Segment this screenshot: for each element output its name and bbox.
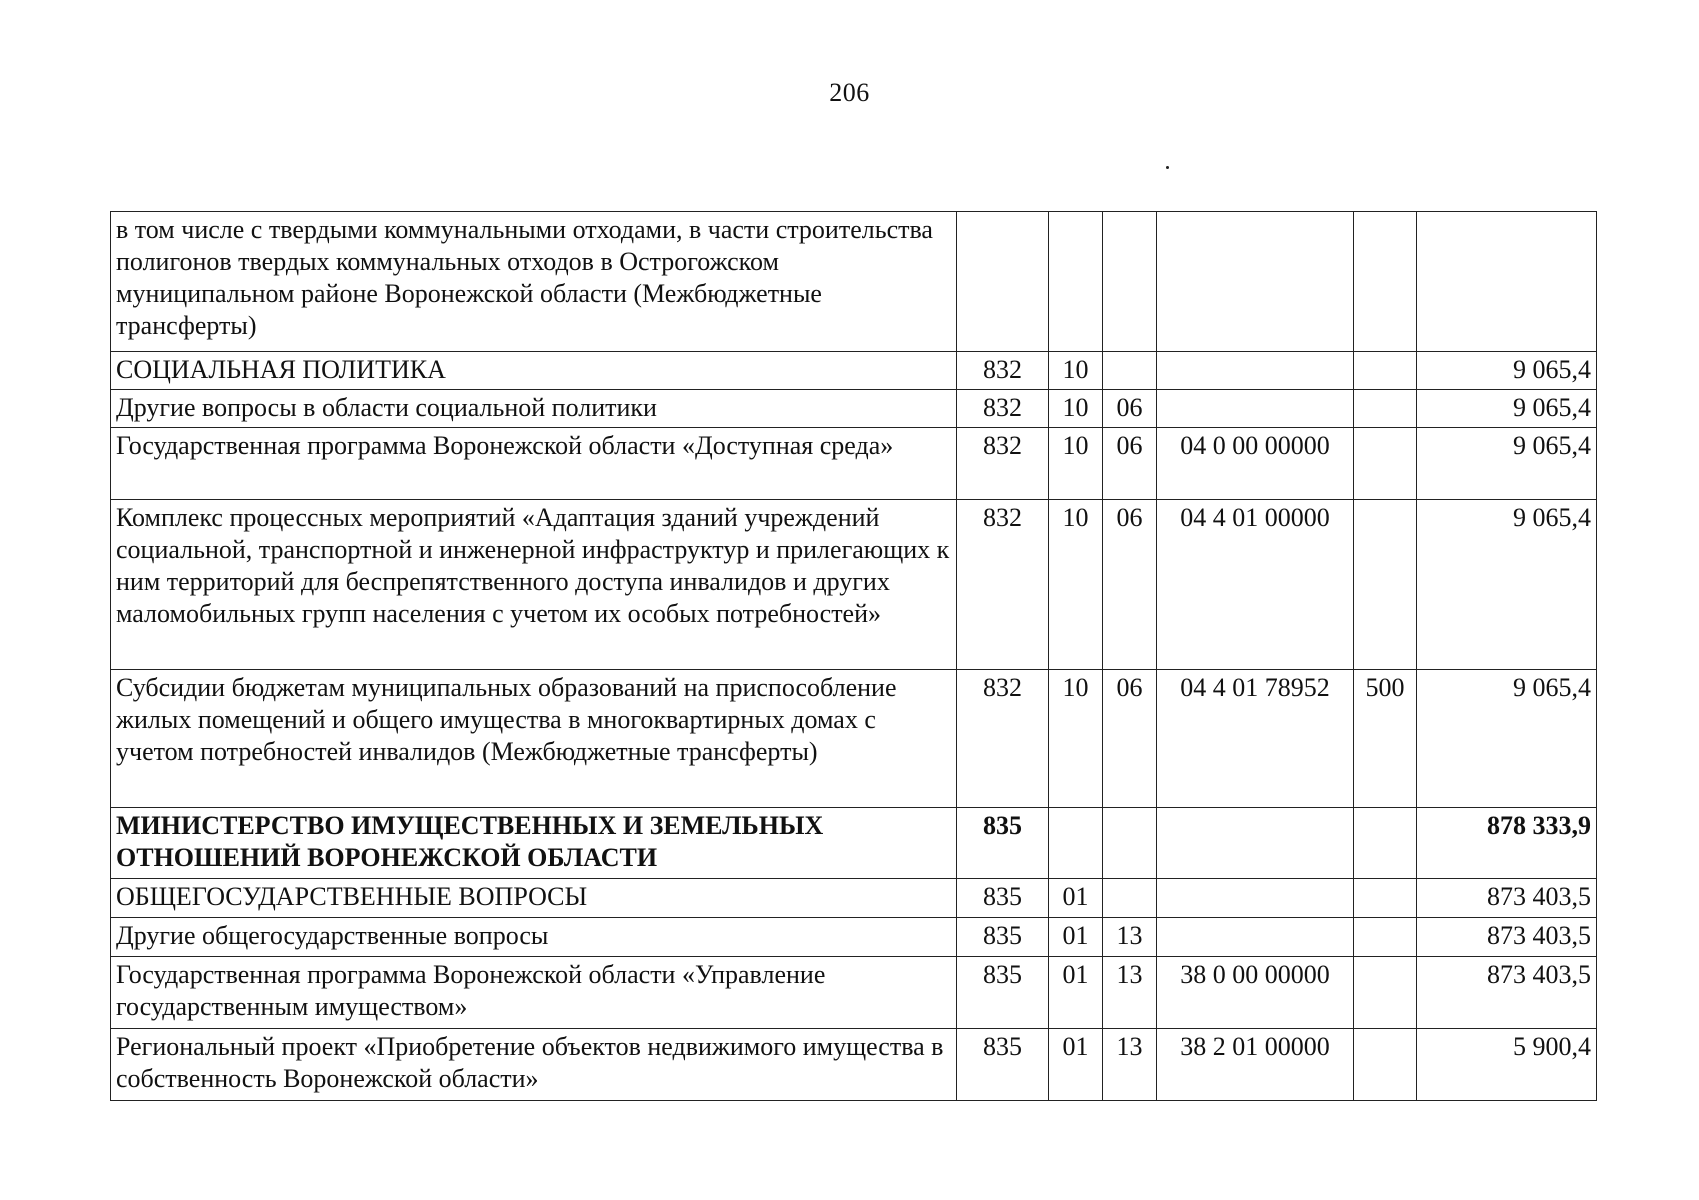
row-ved: 835: [957, 1029, 1049, 1101]
row-ved: 832: [957, 428, 1049, 500]
row-sum: 878 333,9: [1417, 808, 1597, 879]
table-row: [111, 212, 1597, 352]
row-pr: [1103, 808, 1157, 879]
row-name: Комплекс процессных мероприятий «Адаптация зданий учреждений социальной, транспортной и инженерной инфраструктур и прилегающих к ним территорий для беспрепятственного доступа инвалидов и других маломобильных групп населения с учетом их особых потребностей»: [111, 500, 957, 670]
row-name: в том числе с твердыми коммунальными отходами, в части строительства полигонов твердых коммунальных отходов в Острогожском муниципальном районе Воронежской области (Межбюджетные трансферты): [111, 212, 957, 352]
row-pr: 13: [1103, 1029, 1157, 1101]
row-csr: [1157, 352, 1354, 390]
row-sum: 873 403,5: [1417, 918, 1597, 957]
row-name: Другие вопросы в области социальной политики: [111, 390, 957, 428]
row-sum: 9 065,4: [1417, 500, 1597, 670]
table-row: [111, 808, 1597, 879]
row-name: ОБЩЕГОСУДАРСТВЕННЫЕ ВОПРОСЫ: [111, 879, 957, 918]
row-vr: [1354, 1029, 1417, 1101]
row-csr: 38 2 01 00000: [1157, 1029, 1354, 1101]
row-name: Региональный проект «Приобретение объектов недвижимого имущества в собственность Воронежской области»: [111, 1029, 957, 1101]
row-vr: [1354, 500, 1417, 670]
row-rz: 10: [1049, 428, 1103, 500]
row-vr: [1354, 879, 1417, 918]
row-pr: 06: [1103, 670, 1157, 808]
table-row: [111, 352, 1597, 390]
row-ved: 835: [957, 918, 1049, 957]
row-csr: [1157, 808, 1354, 879]
row-csr: 38 0 00 00000: [1157, 957, 1354, 1029]
row-name: МИНИСТЕРСТВО ИМУЩЕСТВЕННЫХ И ЗЕМЕЛЬНЫХ ОТНОШЕНИЙ ВОРОНЕЖСКОЙ ОБЛАСТИ: [111, 808, 957, 879]
row-ved: 832: [957, 500, 1049, 670]
row-pr: 06: [1103, 500, 1157, 670]
row-rz: 01: [1049, 879, 1103, 918]
row-csr: 04 0 00 00000: [1157, 428, 1354, 500]
row-pr: [1103, 212, 1157, 352]
row-ved: 832: [957, 352, 1049, 390]
row-vr: [1354, 918, 1417, 957]
table-row: [111, 428, 1597, 500]
row-pr: 06: [1103, 428, 1157, 500]
row-rz: 01: [1049, 918, 1103, 957]
row-vr: 500: [1354, 670, 1417, 808]
table-row: [111, 500, 1597, 670]
row-vr: [1354, 428, 1417, 500]
row-sum: 9 065,4: [1417, 390, 1597, 428]
row-rz: 01: [1049, 957, 1103, 1029]
budget-table: [110, 211, 1597, 1101]
row-rz: 10: [1049, 670, 1103, 808]
row-ved: 832: [957, 390, 1049, 428]
row-csr: [1157, 212, 1354, 352]
row-vr: [1354, 390, 1417, 428]
row-name: СОЦИАЛЬНАЯ ПОЛИТИКА: [111, 352, 957, 390]
row-name: Государственная программа Воронежской области «Управление государственным имуществом»: [111, 957, 957, 1029]
row-ved: 835: [957, 879, 1049, 918]
row-rz: 10: [1049, 390, 1103, 428]
row-ved: [957, 212, 1049, 352]
row-sum: 9 065,4: [1417, 670, 1597, 808]
row-sum: 873 403,5: [1417, 957, 1597, 1029]
row-vr: [1354, 808, 1417, 879]
table-row: [111, 1029, 1597, 1101]
row-rz: 10: [1049, 352, 1103, 390]
row-sum: [1417, 212, 1597, 352]
row-csr: 04 4 01 00000: [1157, 500, 1354, 670]
row-sum: 9 065,4: [1417, 428, 1597, 500]
row-csr: [1157, 390, 1354, 428]
row-ved: 835: [957, 808, 1049, 879]
row-sum: 873 403,5: [1417, 879, 1597, 918]
table-row: [111, 390, 1597, 428]
table-row: [111, 670, 1597, 808]
row-pr: 13: [1103, 957, 1157, 1029]
row-rz: [1049, 808, 1103, 879]
row-pr: [1103, 879, 1157, 918]
row-pr: 13: [1103, 918, 1157, 957]
row-vr: [1354, 212, 1417, 352]
row-name: Субсидии бюджетам муниципальных образований на приспособление жилых помещений и общего имущества в многоквартирных домах с учетом потребностей инвалидов (Межбюджетные трансферты): [111, 670, 957, 808]
row-pr: [1103, 352, 1157, 390]
table-row: [111, 957, 1597, 1029]
row-sum: 5 900,4: [1417, 1029, 1597, 1101]
row-sum: 9 065,4: [1417, 352, 1597, 390]
row-csr: [1157, 918, 1354, 957]
page-number: 206: [829, 78, 870, 107]
row-csr: [1157, 879, 1354, 918]
row-rz: [1049, 212, 1103, 352]
row-vr: [1354, 352, 1417, 390]
row-pr: 06: [1103, 390, 1157, 428]
row-name: Государственная программа Воронежской области «Доступная среда»: [111, 428, 957, 500]
row-vr: [1354, 957, 1417, 1029]
row-ved: 835: [957, 957, 1049, 1029]
table-row: [111, 918, 1597, 957]
scan-speck: [1166, 166, 1169, 169]
row-rz: 01: [1049, 1029, 1103, 1101]
row-name: Другие общегосударственные вопросы: [111, 918, 957, 957]
row-rz: 10: [1049, 500, 1103, 670]
table-row: [111, 879, 1597, 918]
row-ved: 832: [957, 670, 1049, 808]
row-csr: 04 4 01 78952: [1157, 670, 1354, 808]
